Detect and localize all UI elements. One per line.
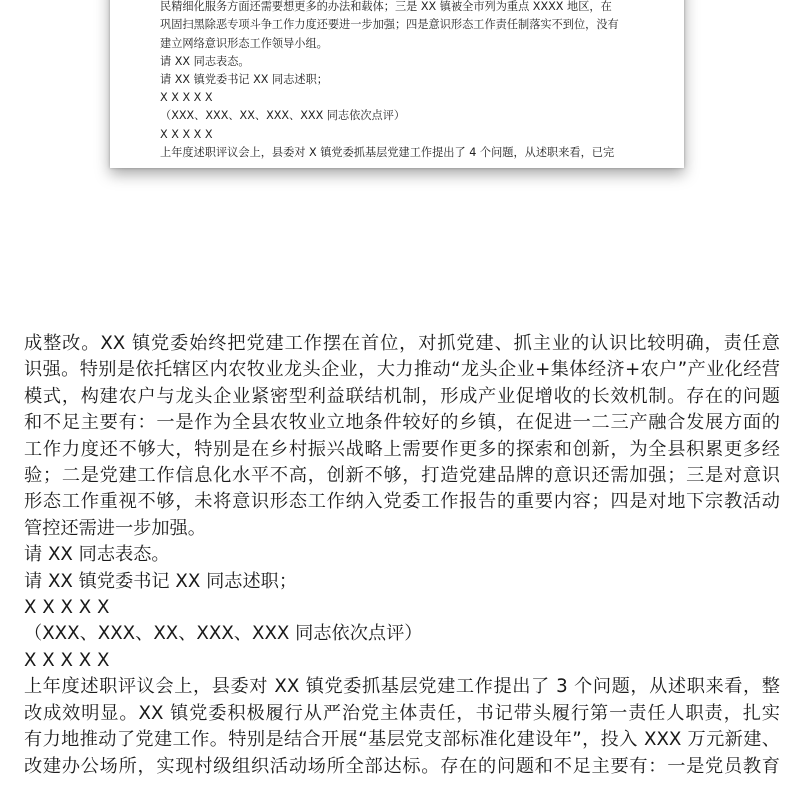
body-line: 和不足主要有：一是作为全县农牧业立地条件较好的乡镇，在促进一二三产融合发展方面的 bbox=[24, 412, 780, 434]
body-line: （XXX、XXX、XX、XXX、XXX 同志依次点评） bbox=[24, 623, 423, 645]
body-line: X X X X X bbox=[24, 597, 110, 619]
body-line: 改建办公场所，实现村级组织活动场所全部达标。存在的问题和不足主要有：一是党员教育 bbox=[24, 755, 780, 777]
body-line: 管控还需进一步加强。 bbox=[24, 517, 206, 539]
preview-line: 巩固扫黑除恶专项斗争工作力度还要进一步加强；四是意识形态工作责任制落实不到位，没有 bbox=[160, 18, 619, 32]
body-line: 改成效明显。XX 镇党委积极履行从严治党主体责任，书记带头履行第一责任人职责，扎实 bbox=[24, 702, 780, 724]
body-line: X X X X X bbox=[24, 649, 110, 671]
preview-line: 请 XX 同志表态。 bbox=[160, 54, 250, 68]
body-line: 成整改。XX 镇党委始终把党建工作摆在首位，对抓党建、抓主业的认识比较明确，责任意 bbox=[24, 333, 780, 354]
document-body bbox=[24, 331, 780, 780]
preview-line: 上年度述职评议会上，县委对 X 镇党委抓基层党建工作提出了 4 个问题，从述职来看，已完 bbox=[160, 145, 615, 159]
body-line: 形态工作重视不够，未将意识形态工作纳入党委工作报告的重要内容；四是对地下宗教活动 bbox=[24, 491, 780, 513]
body-line: 模式，构建农户与龙头企业紧密型利益联结机制，形成产业促增收的长效机制。存在的问题 bbox=[24, 385, 780, 407]
preview-line: （XXX、XXX、XX、XXX、XXX 同志依次点评） bbox=[160, 109, 406, 123]
preview-text bbox=[160, 0, 644, 162]
body-line: 有力地推动了党建工作。特别是结合开展“基层党支部标准化建设年”，投入 XXX 万元新建、 bbox=[24, 729, 780, 751]
preview-line: 请 XX 镇党委书记 XX 同志述职； bbox=[160, 73, 328, 87]
body-line: 请 XX 镇党委书记 XX 同志述职； bbox=[24, 570, 298, 592]
body-line: 识强。特别是依托辖区内农牧业龙头企业，大力推动“龙头企业+集体经济+农户”产业化经营 bbox=[24, 359, 780, 381]
body-line: 工作力度还不够大，特别是在乡村振兴战略上需要作更多的探索和创新，为全县积累更多经 bbox=[24, 438, 780, 460]
body-line: 上年度述职评议会上，县委对 XX 镇党委抓基层党建工作提出了 3 个问题，从述职来看，整 bbox=[24, 676, 780, 698]
document-page-preview bbox=[110, 0, 684, 168]
body-line: 请 XX 同志表态。 bbox=[24, 544, 170, 566]
preview-line: 民精细化服务方面还需要想更多的办法和载体；三是 XX 镇被全市列为重点 XXXX 地区，在 bbox=[160, 0, 612, 14]
preview-line: X X X X X bbox=[160, 91, 213, 105]
preview-line: X X X X X bbox=[160, 127, 213, 141]
body-line: 验；二是党建工作信息化水平不高，创新不够，打造党建品牌的意识还需加强；三是对意识 bbox=[24, 465, 780, 487]
preview-line: 建立网络意识形态工作领导小组。 bbox=[160, 36, 328, 50]
